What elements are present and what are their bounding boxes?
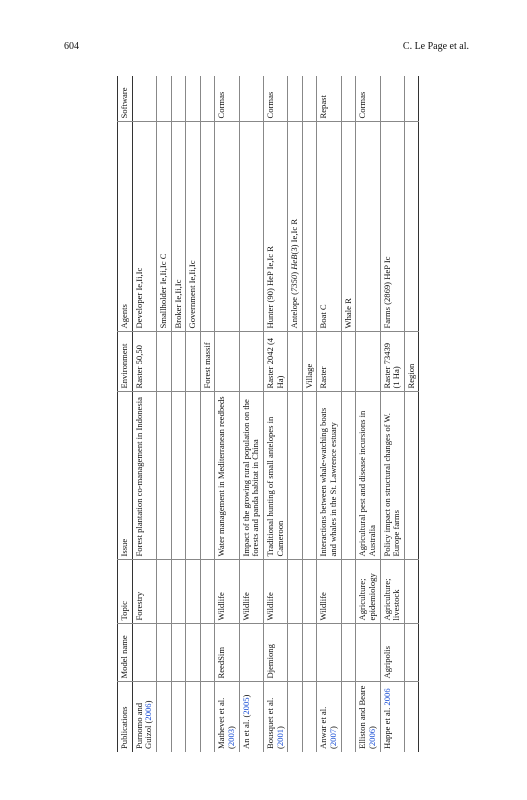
agents-part: Antelope ( bbox=[289, 291, 300, 329]
cell-software bbox=[239, 76, 263, 122]
agents-part: 7350 bbox=[289, 274, 300, 292]
col-header-environment: Environment bbox=[118, 332, 133, 392]
table-row bbox=[239, 76, 263, 752]
publication-authors: Mathevet et al. ( bbox=[216, 697, 236, 749]
table-row bbox=[171, 76, 186, 752]
cell-model-name bbox=[341, 624, 356, 682]
publication-suffix: ) bbox=[328, 726, 338, 729]
cell-software bbox=[171, 76, 186, 122]
cell-topic: Wildlife bbox=[263, 560, 287, 624]
cell-model-name bbox=[186, 624, 201, 682]
agents-part: (3) Ie,Ic R bbox=[289, 218, 300, 255]
table-row bbox=[404, 76, 419, 752]
cell-model-name bbox=[132, 624, 156, 682]
cell-model-name bbox=[156, 624, 171, 682]
citation-year-link[interactable]: 2003 bbox=[226, 728, 236, 747]
table-row bbox=[356, 76, 380, 752]
cell-publication bbox=[156, 682, 171, 752]
agents-part: HeB bbox=[289, 254, 300, 270]
cell-topic: Agriculture; livestock bbox=[380, 560, 404, 624]
table-row bbox=[288, 76, 303, 752]
cell-software bbox=[288, 76, 303, 122]
models-table bbox=[117, 76, 419, 752]
cell-issue bbox=[200, 392, 215, 560]
cell-software: Cormas bbox=[215, 76, 239, 122]
table-row bbox=[215, 76, 239, 752]
cell-issue: Water management in Mediterranean reedbeds bbox=[215, 392, 239, 560]
citation-year-link[interactable]: 2001 bbox=[274, 728, 285, 747]
publication-suffix: ) bbox=[240, 694, 251, 698]
cell-publication bbox=[200, 682, 215, 752]
col-header-agents: Agents bbox=[118, 122, 133, 332]
cell-software: Repast bbox=[317, 76, 341, 122]
cell-topic bbox=[171, 560, 186, 624]
cell-software bbox=[341, 76, 356, 122]
cell-topic: Forestry bbox=[132, 560, 156, 624]
table-row bbox=[200, 76, 215, 752]
cell-issue: Policy impact on structural changes of W. Europe farms bbox=[380, 392, 404, 560]
cell-agents bbox=[302, 122, 317, 332]
cell-agents: Developer Ie,Ii,Ic bbox=[132, 122, 156, 332]
cell-software: Cormas bbox=[356, 76, 380, 122]
cell-model-name: Agripolis bbox=[380, 624, 404, 682]
publication-authors: Purnomo and Guizol ( bbox=[133, 702, 154, 749]
cell-publication bbox=[380, 682, 404, 752]
cell-publication bbox=[288, 682, 303, 752]
cell-agents: Boat C bbox=[317, 122, 341, 332]
publication-authors: Bousquet et al. ( bbox=[264, 697, 285, 749]
table-row bbox=[317, 76, 341, 752]
publication-authors: An et al. ( bbox=[240, 714, 251, 749]
cell-environment: Raster 50,50 bbox=[132, 332, 156, 392]
cell-topic: Wildlife bbox=[317, 560, 341, 624]
table-row bbox=[263, 76, 287, 752]
cell-model-name bbox=[239, 624, 263, 682]
cell-agents bbox=[239, 122, 263, 332]
cell-environment: Raster 73439 (1 Ha) bbox=[380, 332, 404, 392]
cell-environment bbox=[341, 332, 356, 392]
col-header-topic: Topic bbox=[118, 560, 133, 624]
citation-year-link[interactable]: 2006 bbox=[381, 688, 392, 706]
cell-issue bbox=[341, 392, 356, 560]
cell-publication bbox=[186, 682, 201, 752]
cell-environment: Region bbox=[404, 332, 419, 392]
cell-agents: Farms (2869) HeP Ic bbox=[380, 122, 404, 332]
cell-topic bbox=[288, 560, 303, 624]
table-header-row bbox=[118, 76, 133, 752]
publication-authors: Anwar et al. ( bbox=[318, 706, 338, 749]
table-body bbox=[132, 76, 419, 752]
cell-environment bbox=[356, 332, 380, 392]
cell-topic: Agriculture; epidemiology bbox=[356, 560, 380, 624]
cell-model-name bbox=[288, 624, 303, 682]
table-row bbox=[186, 76, 201, 752]
cell-issue bbox=[404, 392, 419, 560]
page-number: 604 bbox=[64, 41, 79, 52]
cell-topic bbox=[200, 560, 215, 624]
cell-software bbox=[404, 76, 419, 122]
citation-year-link[interactable]: 2007 bbox=[328, 728, 338, 747]
col-header-issue: Issue bbox=[118, 392, 133, 560]
cell-environment: Village bbox=[302, 332, 317, 392]
cell-issue: Impact of the growing rural population on the forests and panda habitat in China bbox=[239, 392, 263, 560]
cell-software bbox=[302, 76, 317, 122]
cell-agents bbox=[288, 122, 303, 332]
cell-issue: Forest plantation co-management in Indonesia bbox=[132, 392, 156, 560]
cell-publication bbox=[263, 682, 287, 752]
col-header-software: Software bbox=[118, 76, 133, 122]
table-row bbox=[156, 76, 171, 752]
cell-agents bbox=[356, 122, 380, 332]
publication-suffix: ) bbox=[226, 726, 236, 729]
cell-model-name bbox=[171, 624, 186, 682]
cell-issue: Traditional hunting of small antelopes in Cameroon bbox=[263, 392, 287, 560]
publication-authors: Elliston and Beare ( bbox=[357, 685, 377, 749]
cell-software: Cormas bbox=[263, 76, 287, 122]
cell-environment bbox=[171, 332, 186, 392]
cell-environment bbox=[186, 332, 201, 392]
cell-environment: Forest massif bbox=[200, 332, 215, 392]
cell-publication bbox=[171, 682, 186, 752]
rotated-table-container bbox=[117, 76, 465, 752]
cell-issue bbox=[288, 392, 303, 560]
cell-issue bbox=[302, 392, 317, 560]
cell-publication bbox=[132, 682, 156, 752]
table-row bbox=[380, 76, 404, 752]
cell-software bbox=[156, 76, 171, 122]
citation-year-link[interactable]: 2006 bbox=[143, 703, 154, 721]
cell-agents: Broker Ie,Ii,Ic bbox=[171, 122, 186, 332]
cell-topic bbox=[186, 560, 201, 624]
cell-model-name bbox=[302, 624, 317, 682]
cell-issue bbox=[171, 392, 186, 560]
publication-suffix: ) bbox=[274, 726, 285, 729]
cell-environment: Raster bbox=[317, 332, 341, 392]
cell-publication bbox=[341, 682, 356, 752]
col-header-publications: Publications bbox=[119, 706, 129, 749]
cell-publication bbox=[317, 682, 341, 752]
cell-topic bbox=[156, 560, 171, 624]
cell-publication bbox=[215, 682, 239, 752]
cell-software bbox=[186, 76, 201, 122]
publication-suffix: ) bbox=[366, 726, 377, 729]
cell-agents bbox=[200, 122, 215, 332]
cell-topic bbox=[341, 560, 356, 624]
publication-suffix: ) bbox=[143, 700, 154, 704]
cell-model-name bbox=[404, 624, 419, 682]
cell-model-name bbox=[200, 624, 215, 682]
cell-agents: Hunter (90) HeP Ie,Ic R bbox=[263, 122, 287, 332]
table-row bbox=[132, 76, 156, 752]
cell-software bbox=[380, 76, 404, 122]
publication-authors: Happe et al. bbox=[381, 705, 392, 749]
cell-model-name: ReedSim bbox=[215, 624, 239, 682]
table-row bbox=[341, 76, 356, 752]
cell-environment bbox=[239, 332, 263, 392]
col-header-model-name: Model name bbox=[118, 624, 133, 682]
cell-topic: Wildlife bbox=[239, 560, 263, 624]
cell-publication bbox=[356, 682, 380, 752]
cell-agents bbox=[404, 122, 419, 332]
cell-software bbox=[132, 76, 156, 122]
cell-model-name bbox=[356, 624, 380, 682]
cell-publication bbox=[239, 682, 263, 752]
cell-agents: Smallholder Ie,Ii,Ic C bbox=[156, 122, 171, 332]
cell-environment bbox=[288, 332, 303, 392]
cell-agents bbox=[215, 122, 239, 332]
cell-topic: Wildlife bbox=[215, 560, 239, 624]
cell-issue bbox=[156, 392, 171, 560]
citation-year-link[interactable]: 2006 bbox=[366, 728, 377, 747]
cell-publication bbox=[404, 682, 419, 752]
cell-issue: Interactions between whale-watching boats and whales in the St. Lawrence estuary bbox=[317, 392, 341, 560]
cell-software bbox=[200, 76, 215, 122]
cell-model-name: Djemiong bbox=[263, 624, 287, 682]
cell-topic bbox=[404, 560, 419, 624]
citation-year-link[interactable]: 2005 bbox=[240, 697, 251, 715]
cell-issue bbox=[186, 392, 201, 560]
cell-environment: Raster 2042 (4 Ha) bbox=[263, 332, 287, 392]
cell-environment bbox=[215, 332, 239, 392]
cell-model-name bbox=[317, 624, 341, 682]
running-header-authors: C. Le Page et al. bbox=[402, 41, 469, 52]
table-row bbox=[302, 76, 317, 752]
agents-part: ) bbox=[289, 269, 300, 275]
cell-environment bbox=[156, 332, 171, 392]
cell-agents: Government Ie,Ii,Ic bbox=[186, 122, 201, 332]
cell-publication bbox=[302, 682, 317, 752]
cell-issue: Agricultural pest and disease incursions in Australia bbox=[356, 392, 380, 560]
cell-topic bbox=[302, 560, 317, 624]
cell-agents: Whale R bbox=[341, 122, 356, 332]
